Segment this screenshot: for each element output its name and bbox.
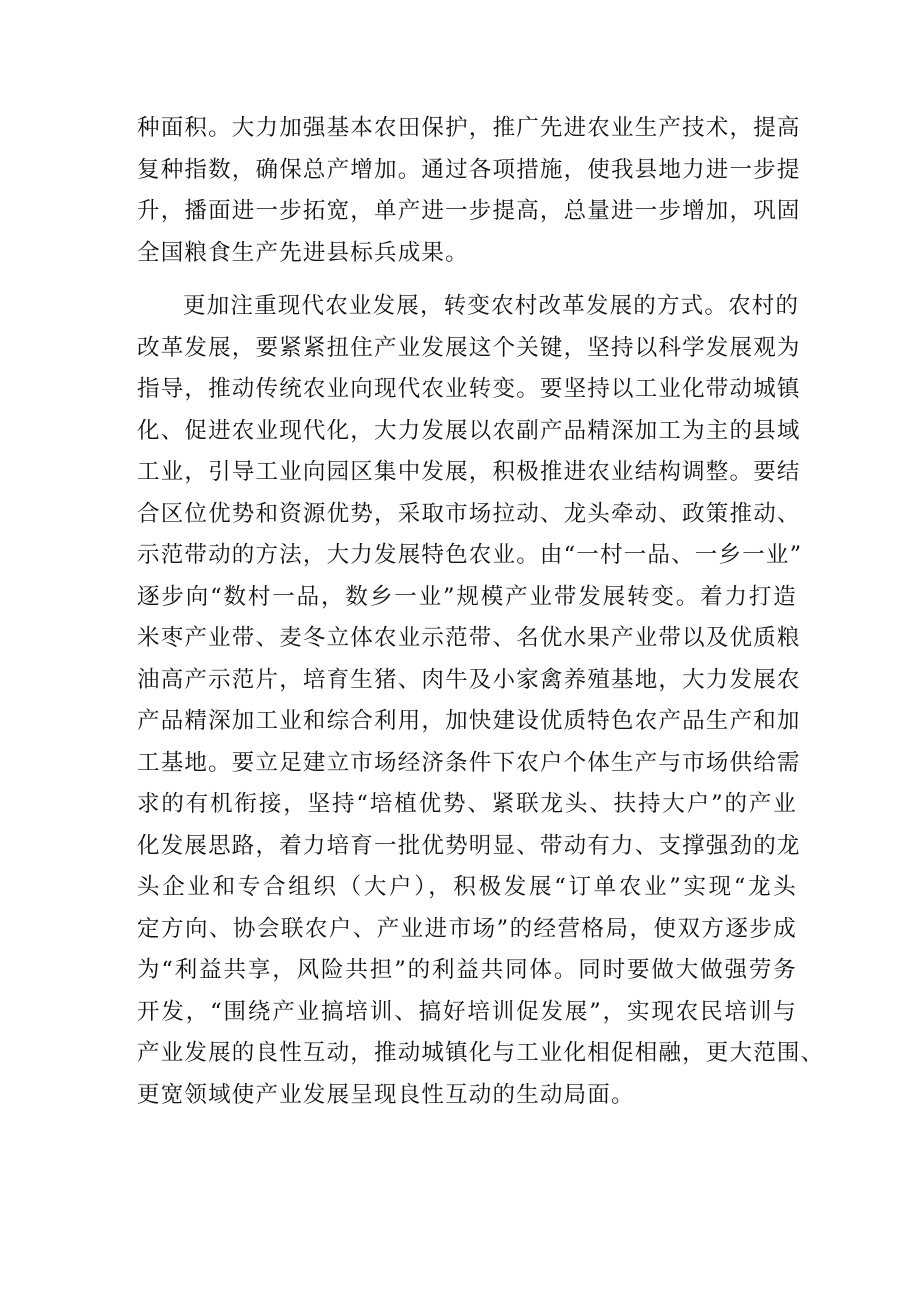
text-line: 改革发展，要紧紧扭住产业发展这个关键，坚持以科学发展观为 (137, 334, 801, 361)
paragraph (137, 108, 801, 274)
text-line: 定方向、协会联农户、产业进市场”的经营格局，使双方逐步成 (137, 915, 797, 942)
text-line: 工业，引导工业向园区集中发展，积极推进农业结构调整。要结 (137, 459, 801, 485)
text-line: 逐步向“数村一品，数乡一业”规模产业带发展转变。着力打造 (137, 583, 797, 610)
text-line: 化发展思路，着力培育一批优势明显、带动有力、支撑强劲的龙 (137, 832, 801, 859)
text-line: 头企业和专合组织（大户），积极发展“订单农业”实现“龙头 (137, 874, 797, 900)
text-line: 升，播面进一步拓宽，单产进一步提高，总量进一步增加，巩固 (137, 198, 801, 224)
text-line: 产品精深加工业和综合利用，加快建设优质特色农产品生产和加 (137, 708, 801, 734)
text-line: 油高产示范片，培育生猪、肉牛及小家禽养殖基地，大力发展农 (137, 666, 801, 693)
text-line: 示范带动的方法，大力发展特色农业。由“一村一品、一乡一业” (137, 542, 803, 568)
text-line: 产业发展的良性互动，推动城镇化与工业化相促相融，更大范围、 (137, 1040, 825, 1066)
paragraph-gap (137, 274, 797, 286)
paragraph (137, 286, 825, 1116)
text-line: 合区位优势和资源优势，采取市场拉动、龙头牵动、政策推动、 (137, 500, 801, 527)
text-line: 更宽领域使产业发展呈现良性互动的生动局面。 (137, 1081, 635, 1108)
text-line: 指导，推动传统农业向现代农业转变。要坚持以工业化带动城镇 (137, 376, 801, 402)
text-line: 复种指数，确保总产增加。通过各项措施，使我县地力进一步提 (137, 156, 801, 183)
text-line: 为“利益共享，风险共担”的利益共同体。同时要做大做强劳务 (137, 957, 797, 983)
text-line: 米枣产业带、麦冬立体农业示范带、名优水果产业带以及优质粮 (137, 625, 801, 651)
text-line: 全国粮食生产先进县标兵成果。 (137, 239, 469, 266)
text-line: 工基地。要立足建立市场经济条件下农户个体生产与市场供给需 (137, 749, 801, 776)
text-line: 开发，“围绕产业搞培训、搞好培训促发展”，实现农民培训与 (137, 998, 797, 1025)
document-body (137, 108, 825, 1116)
text-line: 种面积。大力加强基本农田保护，推广先进农业生产技术，提高 (137, 115, 801, 141)
text-line: 求的有机衔接，坚持“培植优势、紧联龙头、扶持大户”的产业 (137, 791, 797, 817)
text-line: 更加注重现代农业发展，转变农村改革发展的方式。农村的 (183, 293, 800, 319)
text-line: 化、促进农业现代化，大力发展以农副产品精深加工为主的县域 (137, 417, 801, 444)
